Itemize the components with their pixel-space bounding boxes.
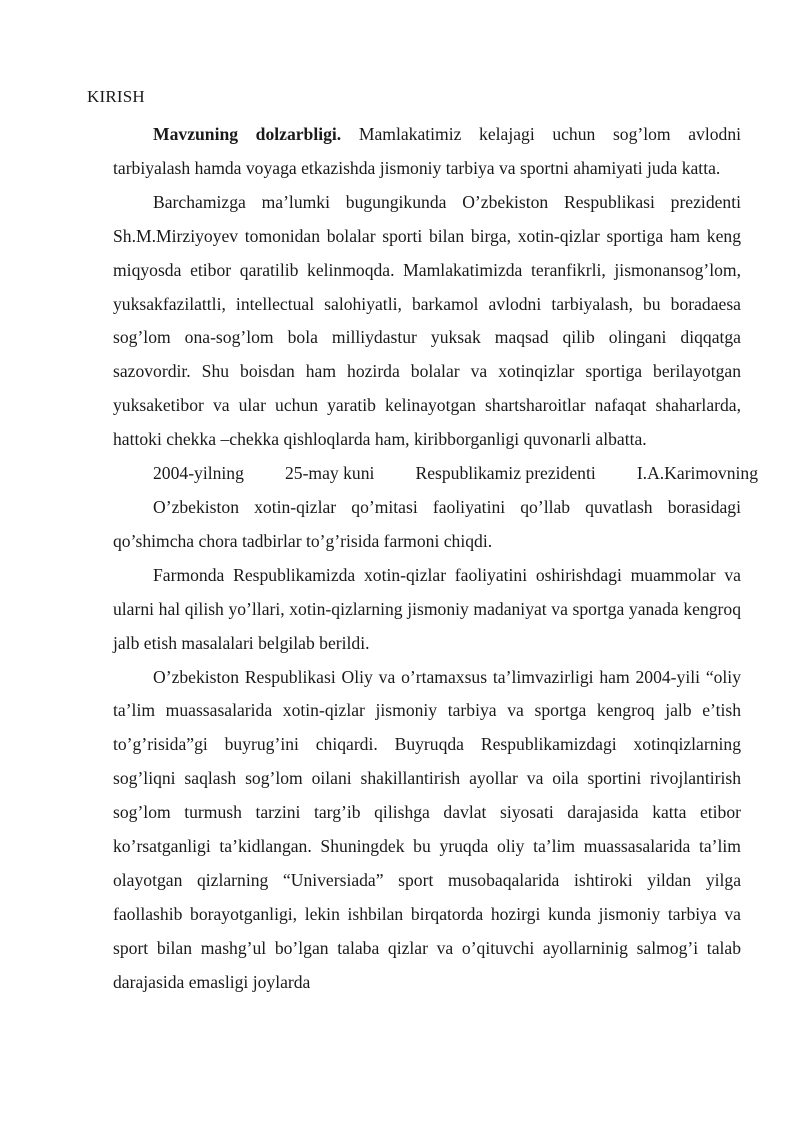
- paragraph-relevance: [113, 118, 741, 186]
- paragraph-decree-content: Farmonda Respublikamizda xotin-qizlar faoliyatini oshirishdagi muammolar va ularni hal qilish yo’llari, xotin-qizlarning jismoniy madaniyat va sportga yanada kengroq jalb etish masalalari belgilab berildi.: [113, 564, 741, 653]
- document-body: [113, 118, 758, 1000]
- decree-date-word: Respublikamiz prezidenti: [415, 463, 596, 484]
- decree-date-word: 25-may kuni: [284, 463, 375, 484]
- paragraph-ministry-order: O’zbekiston Respublikasi Oliy va o’rtamaxsus ta’limvazirligi ham 2004-yili “oliy ta’lim muassasalarida xotin-qizlar jismoniy tarbiya va sportga kengroq jalb e’tish to’g’risida”gi buyrug’ini chiqardi. Buyruqda Respublikamizdagi xotinqizlarning sog’liqni saqlash sog’lom oilani shakillantirish ayollar va oila sportini rivojlantirish sog’lom turmush tarzini targ’ib qilishga davlat siyosati darajasida katta etibor ko’rsatganligi ta’kidlangan. Shuningdek bu yruqda oliy ta’lim muassasalarida ta’lim olayotgan qizlarning “Universiada” sport musobaqalarida ishtiroki yildan yilga faollashib borayotganligi, lekin ishbilan birqatorda hozirgi kunda jismoniy tarbiya va sport bilan mashg’ul bo’lgan talaba qizlar va o’qituvchi ayollarninig salmog’i talab darajasida emasligi joylarda: [113, 666, 741, 992]
- paragraph-president-initiative: Barchamizga ma’lumki bugungikunda O’zbekiston Respublikasi prezidenti Sh.M.Mirziyoyev tomonidan bolalar sporti bilan birga, xotin-qizlar sportiga ham keng miqyosda etibor qaratilib kelinmoqda. Mamlakatimizda teranfikrli, jismonansog’lom, yuksakfazilattli, intellectual salohiyatli, barkamol avlodni tarbiyalash, bu boradaesa sog’lom ona-sog’lom bola milliydastur yuksak maqsad qilib olingani diqqatga sazovordir. Shu boisdan ham hozirda bolalar va xotinqizlar sportiga berilayotgan yuksaketibor va ular uchun yaratib kelinayotgan shartsharoitlar nafaqat shaharlarda, hattoki chekka –chekka qishloqlarda ham, kiribborganligi quvonarli albatta.: [113, 191, 741, 450]
- decree-date-word: 2004-yilning: [153, 463, 244, 484]
- paragraph-decree: O’zbekiston xotin-qizlar qo’mitasi faoliyatini qo’llab quvatlash borasidagi qo’shimcha chora tadbirlar to’g’risida farmoni chiqdi.: [113, 496, 741, 551]
- section-heading: KIRISH: [87, 87, 145, 106]
- paragraph-lead: Mavzuning dolzarbligi.: [153, 124, 342, 144]
- paragraph-text: Mamlakatimiz kelajagi uchun sog’lom avlodni tarbiyalash hamda voyaga etkazishda jismoniy tarbiya va sportni ahamiyati juda katta.: [113, 124, 741, 178]
- decree-date-line: [113, 457, 758, 491]
- decree-date-word: I.A.Karimovning: [636, 463, 758, 484]
